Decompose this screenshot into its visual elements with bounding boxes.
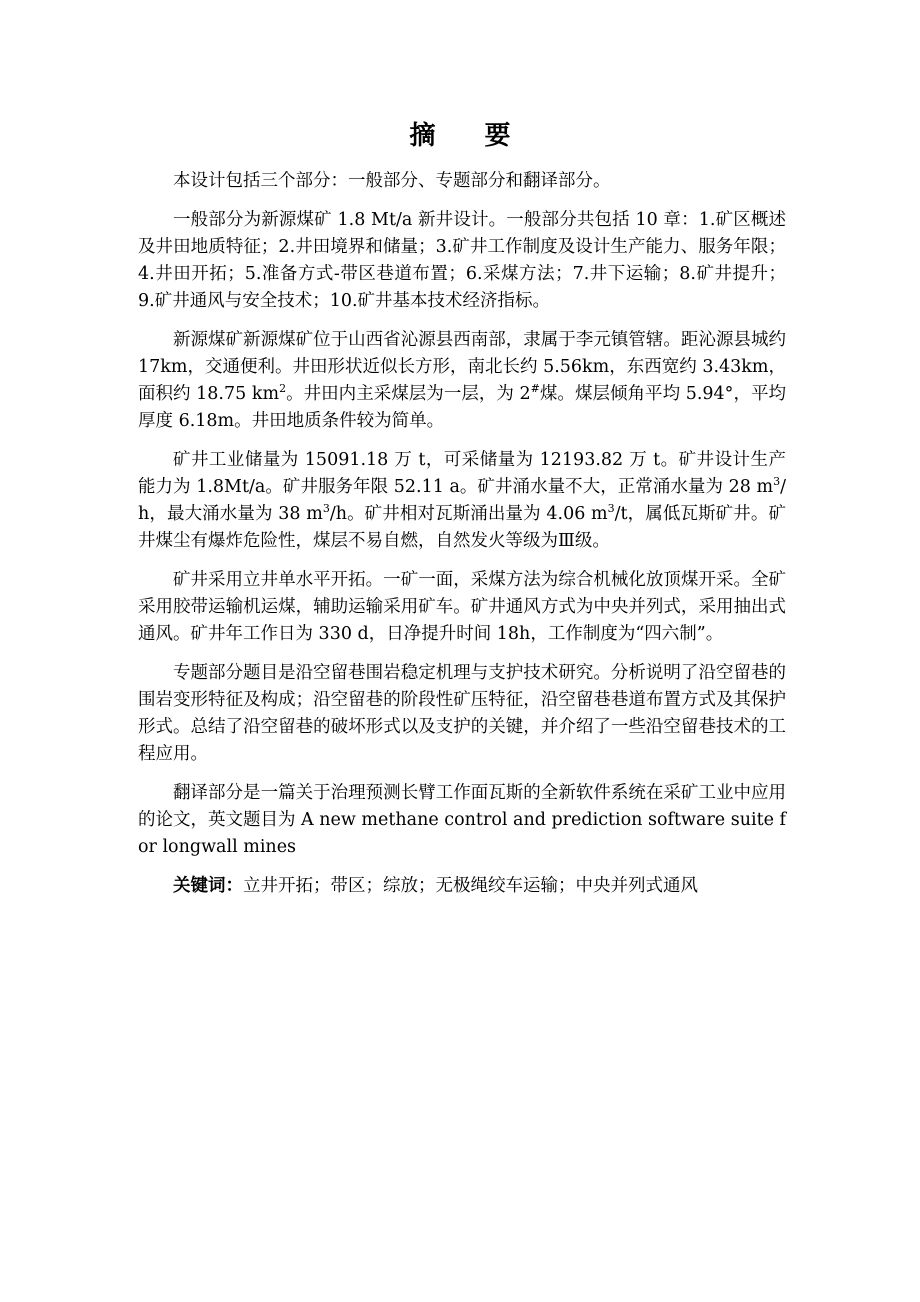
- superscript: 2: [279, 382, 287, 396]
- paragraph-reserves: [138, 447, 786, 555]
- paragraph-overview: 本设计包括三个部分：一般部分、专题部分和翻译部分。: [173, 171, 611, 191]
- superscript: 3: [322, 502, 330, 516]
- text-segment: /h，最大涌水量为 38 m: [138, 477, 786, 524]
- paragraph-development: 矿井采用立井单水平开拓。一矿一面，采煤方法为综合机械化放顶煤开采。全矿采用胶带运输机运煤，辅助运输采用矿车。矿井通风方式为中央并列式，采用抽出式通风。矿井年工作日为 330 d，日净提升时间 18h，工作制度为“四六制”。: [138, 570, 786, 644]
- paragraph-mine-location: [138, 327, 786, 435]
- text-segment: /h。矿井相对瓦斯涌出量为 4.06 m: [329, 504, 608, 524]
- keywords-value: 立井开拓；带区；综放；无极绳绞车运输；中央并列式通风: [243, 876, 698, 896]
- text-segment: 矿井工业储量为 15091.18 万 t，可采储量为 12193.82 万 t。矿井设计生产能力为 1.8Mt/a。矿井服务年限 52.11 a。矿井涌水量不大，正常涌水量为 28 m: [138, 450, 786, 497]
- text-segment: 新源煤矿新源煤矿位于山西省沁源县西南部，隶属于李元镇管辖。距沁源县城约 17km，交通便利。井田形状近似长方形，南北长约 5.56km，东西宽约 3.43km，面积约 18.75 km: [138, 330, 786, 404]
- superscript: 3: [607, 502, 615, 516]
- paragraph-special-topic: 专题部分题目是沿空留巷围岩稳定机理与支护技术研究。分析说明了沿空留巷的围岩变形特征及构成；沿空留巷的阶段性矿压特征，沿空留巷巷道布置方式及其保护形式。总结了沿空留巷的破坏形式以及支护的关键，并介绍了一些沿空留巷技术的工程应用。: [138, 663, 786, 764]
- abstract-title: 摘 要: [409, 121, 531, 151]
- text-segment: 。井田内主采煤层为一层，为 2: [286, 384, 531, 404]
- superscript: 3: [773, 475, 781, 489]
- keywords-line: [138, 873, 786, 900]
- superscript: #: [530, 382, 540, 396]
- abstract-body: [138, 168, 786, 912]
- keywords-label: 关键词：: [173, 876, 243, 896]
- text-segment: 煤。煤层倾角平均 5.94°，平均厚度 6.18m。井田地质条件较为简单。: [138, 384, 786, 431]
- paragraph-general-part: 一般部分为新源煤矿 1.8 Mt/a 新井设计。一般部分共包括 10 章：1.矿区概述及井田地质特征；2.井田境界和储量；3.矿井工作制度及设计生产能力、服务年限；4.井田开拓；5.准备方式-带区巷道布置；6.采煤方法；7.井下运输；8.矿井提升；9.矿井通风与安全技术；10.矿井基本技术经济指标。: [138, 210, 786, 311]
- text-segment: /t，属低瓦斯矿井。矿井煤尘有爆炸危险性，煤层不易自燃，自然发火等级为Ⅲ级。: [138, 504, 786, 551]
- paragraph-translation: 翻译部分是一篇关于治理预测长臂工作面瓦斯的全新软件系统在采矿工业中应用的论文，英文题目为 A new methane control and prediction software suite for longwall mines: [138, 783, 787, 857]
